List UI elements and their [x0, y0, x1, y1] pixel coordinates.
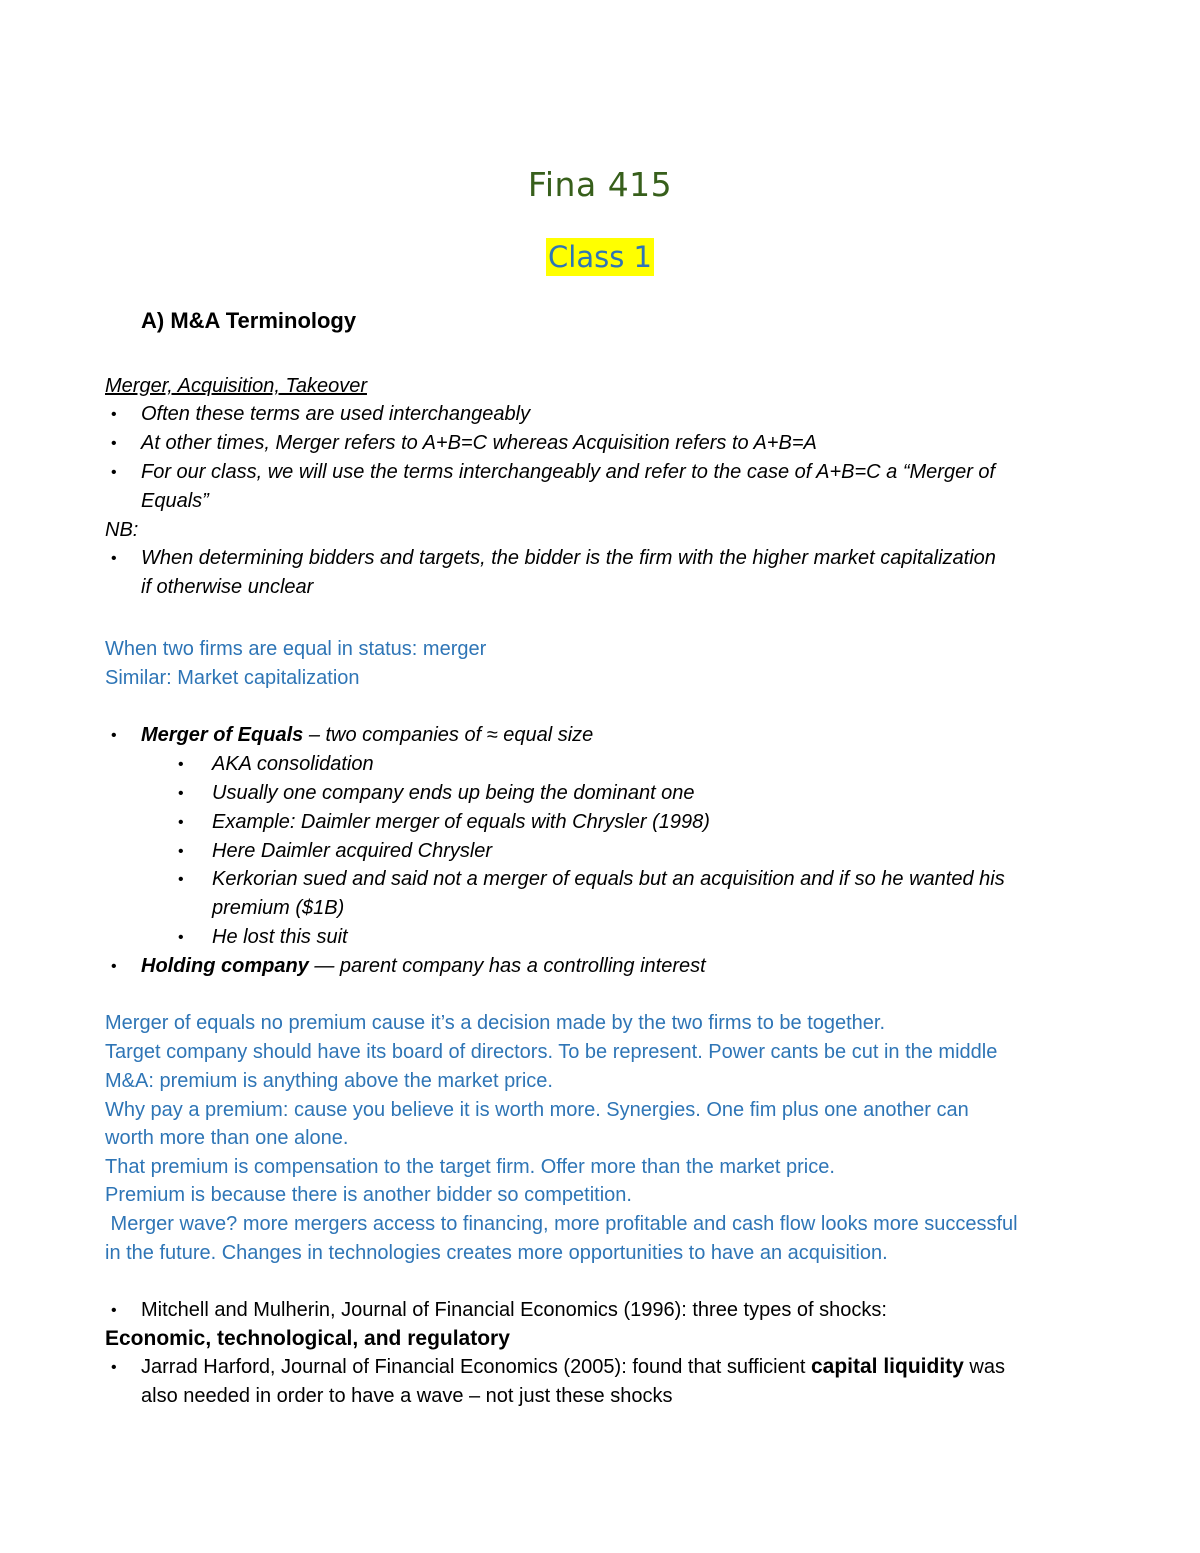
bullet-marker: • — [111, 1302, 117, 1319]
nb-bullet: When determining bidders and targets, the bidder is the firm with the higher market capitalization — [141, 547, 996, 569]
holding-company-desc: — parent company has a controlling interest — [308, 955, 706, 977]
merger-of-equals-term: Merger of Equals — [141, 724, 304, 746]
sub-bullet-marker: • — [178, 871, 184, 888]
bullet-marker: • — [111, 550, 117, 567]
shocks-types: Economic, technological, and regulatory — [105, 1327, 510, 1350]
terms-bullet-3: For our class, we will use the terms interchangeably and refer to the case of A+B=C a “Merger of — [141, 461, 996, 483]
bullet-marker: • — [111, 406, 117, 423]
terms-bullet-2: At other times, Merger refers to A+B=C whereas Acquisition refers to A+B=A — [141, 432, 817, 454]
bullet-marker: • — [111, 958, 117, 975]
nb-label: NB: — [105, 519, 139, 541]
sub-bullet-marker: • — [178, 756, 184, 773]
document-title: Fina 415 — [527, 165, 673, 204]
merger-of-equals-bullet — [141, 721, 593, 749]
bullet-marker: • — [111, 1359, 117, 1376]
capital-liquidity-term: capital liquidity — [810, 1355, 964, 1378]
sub-bullet-marker: • — [178, 814, 184, 831]
holding-company-bullet — [141, 952, 706, 980]
note-line: Merger of equals no premium cause it’s a decision made by the two firms to be together. — [105, 1012, 886, 1034]
terms-bullet-1: Often these terms are used interchangeably — [141, 403, 531, 425]
sub-bullet: Kerkorian sued and said not a merger of equals but an acquisition and if so he wanted his — [212, 868, 1005, 890]
class-subtitle: Class 1 — [548, 240, 652, 274]
sub-bullet-cont: premium ($1B) — [212, 897, 345, 919]
shocks-bullet: Mitchell and Mulherin, Journal of Financial Economics (1996): three types of shocks: — [141, 1299, 887, 1321]
sub-bullet: AKA consolidation — [212, 753, 374, 775]
sub-bullet: Here Daimler acquired Chrysler — [212, 840, 493, 862]
note-line: That premium is compensation to the target firm. Offer more than the market price. — [105, 1156, 835, 1178]
note-line: in the future. Changes in technologies creates more opportunities to have an acquisition. — [105, 1242, 888, 1264]
bullet-marker: • — [111, 464, 117, 481]
subtitle-wrap — [0, 238, 1200, 276]
harford-text: Jarrad Harford, Journal of Financial Economics (2005): found that sufficient — [141, 1356, 811, 1378]
sub-bullet: He lost this suit — [212, 926, 348, 948]
note-line: Similar: Market capitalization — [105, 667, 360, 689]
note-line: worth more than one alone. — [105, 1127, 349, 1149]
bullet-marker: • — [111, 727, 117, 744]
holding-company-term: Holding company — [141, 955, 309, 977]
harford-bullet-cont: also needed in order to have a wave – not just these shocks — [141, 1385, 673, 1407]
sub-bullet: Usually one company ends up being the dominant one — [212, 782, 695, 804]
sub-bullet-marker: • — [178, 843, 184, 860]
note-line: Merger wave? more mergers access to financing, more profitable and cash flow looks more successful — [105, 1213, 1018, 1235]
note-line: Premium is because there is another bidder so competition. — [105, 1184, 632, 1206]
bullet-marker: • — [111, 435, 117, 452]
note-line: Target company should have its board of directors. To be represent. Power cants be cut in the middle — [105, 1041, 998, 1063]
harford-bullet — [141, 1353, 1005, 1381]
terms-subheading: Merger, Acquisition, Takeover — [105, 375, 367, 397]
nb-bullet-cont: if otherwise unclear — [141, 576, 314, 598]
harford-text-end: was — [963, 1356, 1005, 1378]
note-line: Why pay a premium: cause you believe it is worth more. Synergies. One fim plus one another can — [105, 1099, 969, 1121]
sub-bullet: Example: Daimler merger of equals with Chrysler (1998) — [212, 811, 710, 833]
sub-bullet-marker: • — [178, 929, 184, 946]
section-heading: A) M&A Terminology — [141, 308, 357, 333]
sub-bullet-marker: • — [178, 785, 184, 802]
note-line: When two firms are equal in status: merger — [105, 638, 487, 660]
merger-of-equals-desc: – two companies of ≈ equal size — [303, 724, 594, 746]
note-line: M&A: premium is anything above the market price. — [105, 1070, 553, 1092]
terms-bullet-3-cont: Equals” — [141, 490, 209, 512]
